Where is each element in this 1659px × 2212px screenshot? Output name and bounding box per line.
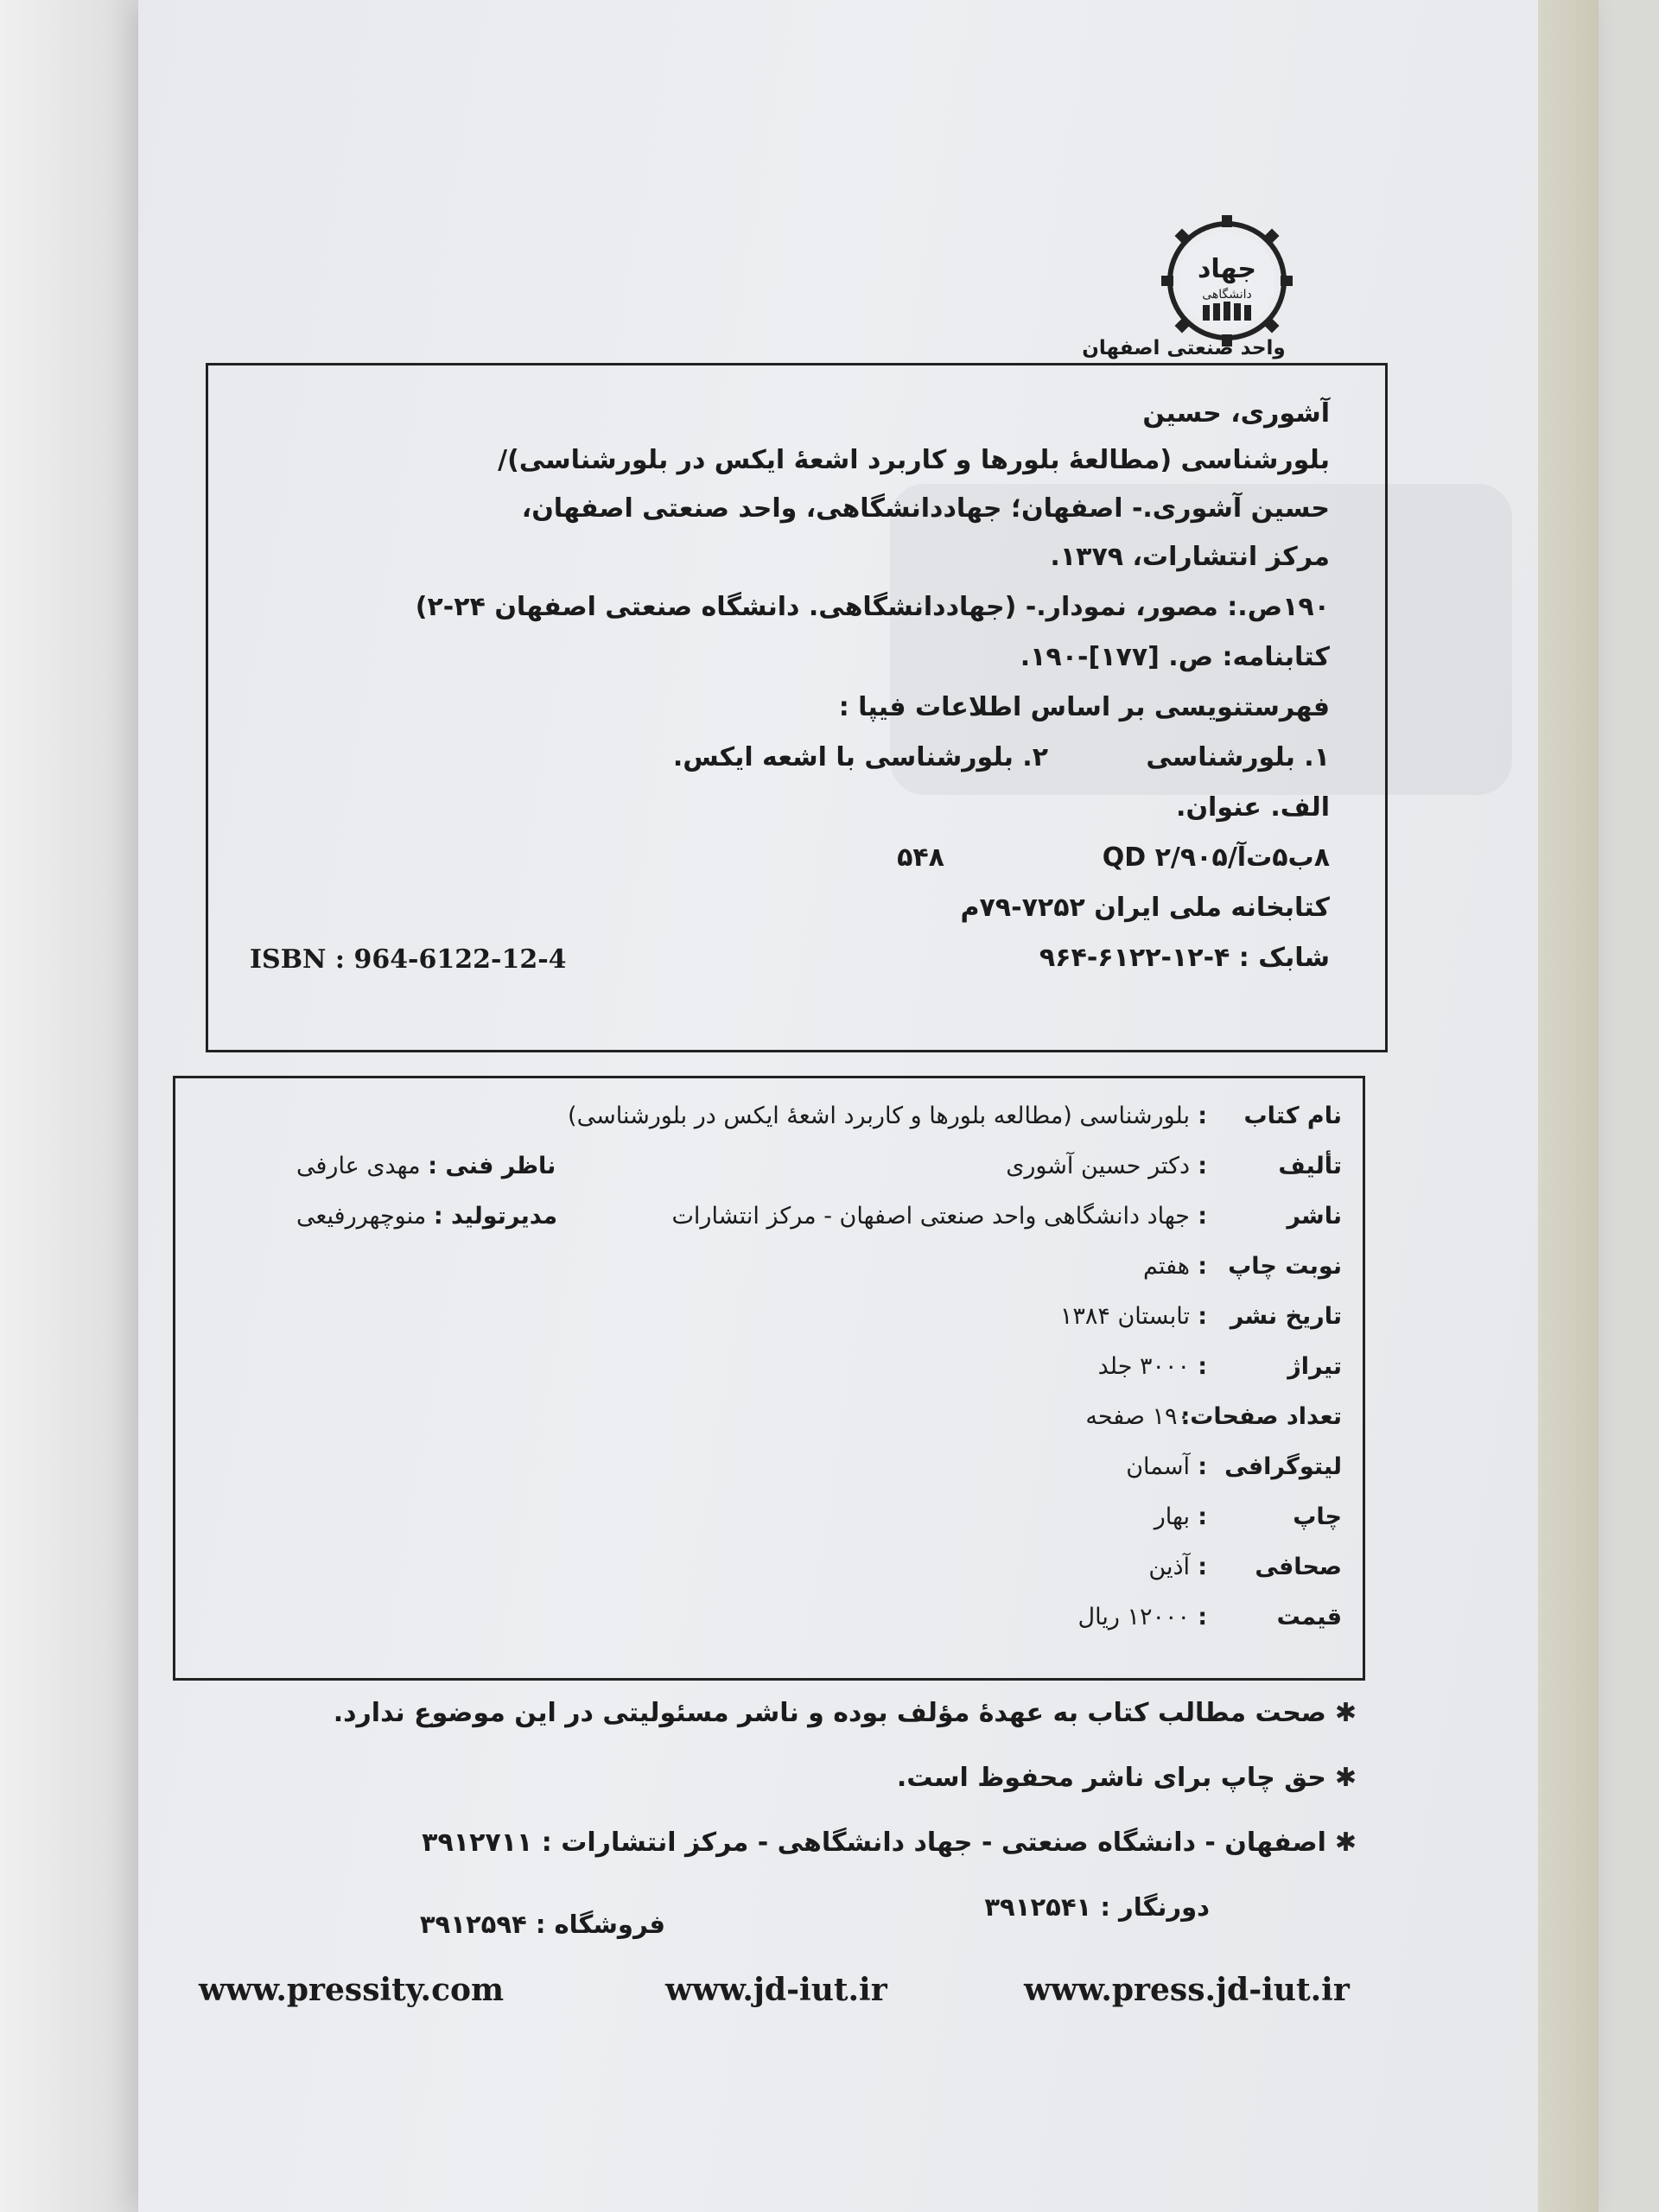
info-row: لیتوگرافی : آسمان <box>1126 1453 1342 1480</box>
info-label: تعداد صفحات: <box>1180 1403 1342 1430</box>
book-cover-edge <box>1538 0 1599 2212</box>
catalog-dewey: ۵۴۸ <box>897 842 944 873</box>
info-row <box>175 1403 1363 1441</box>
info-row: نوبت چاپ : هفتم <box>1142 1253 1342 1280</box>
info-label: قیمت <box>1276 1604 1342 1630</box>
asterisk-icon: ✱ <box>1334 1698 1357 1728</box>
info-value: ۱۲۰۰۰ ریال <box>1077 1604 1190 1630</box>
logo-subtext: دانشگاهی <box>1202 288 1252 302</box>
catalog-line: مرکز انتشارات، ۱۳۷۹. <box>1050 542 1330 572</box>
info-value: ۱۹۰ صفحه <box>1085 1403 1190 1430</box>
production-manager-value: منوچهررفیعی <box>296 1203 427 1230</box>
info-label: تاریخ نشر <box>1230 1303 1342 1330</box>
catalog-classification: ۸ب۵ت‌آ/۲/۹۰۵ QD <box>1102 842 1330 873</box>
info-label: صحافی <box>1255 1554 1342 1580</box>
info-row: قیمت : ۱۲۰۰۰ ریال <box>1077 1604 1342 1630</box>
book-info-box <box>173 1076 1365 1681</box>
note-text: حق چاپ برای ناشر محفوظ است. <box>896 1763 1326 1793</box>
info-label: نام کتاب <box>1243 1103 1342 1129</box>
technical-supervisor-value: مهدی عارفی <box>296 1153 421 1179</box>
production-manager <box>296 1203 557 1230</box>
jahad-logo-icon <box>1158 212 1296 350</box>
catalog-shabak: شابک : ۴-۱۲-۶۱۲۲-۹۶۴ <box>1039 943 1330 973</box>
info-value: آذین <box>1148 1554 1190 1580</box>
info-row: چاپ : بهار <box>1154 1503 1342 1530</box>
catalog-line: بلورشناسی (مطالعهٔ بلورها و کاربرد اشعهٔ ایکس در بلورشناسی)/ <box>498 445 1330 475</box>
info-value: ۳۰۰۰ جلد <box>1097 1353 1190 1380</box>
catalog-isbn: ISBN : 964-6122-12-4 <box>250 944 567 975</box>
asterisk-icon: ✱ <box>1334 1827 1357 1858</box>
note-text: اصفهان - دانشگاه صنعتی - جهاد دانشگاهی - مرکز انتشارات : ۳۹۱۲۷۱۱ <box>422 1827 1326 1858</box>
info-row: ناشر : جهاد دانشگاهی واحد صنعتی اصفهان - مرکز انتشارات <box>671 1203 1342 1230</box>
info-value: بهار <box>1154 1503 1190 1530</box>
store-number: فروشگاه : ۳۹۱۲۵۹۴ <box>419 1910 665 1939</box>
note-text: صحت مطالب کتاب به عهدهٔ مؤلف بوده و ناشر مسئولیتی در این موضوع ندارد. <box>333 1698 1326 1728</box>
catalog-subject: ۱. بلورشناسی <box>1146 742 1330 772</box>
info-label: ناشر <box>1287 1203 1342 1230</box>
technical-supervisor-label: ناظر فنی : <box>428 1153 556 1179</box>
info-row: تاریخ نشر : تابستان ۱۳۸۴ <box>1059 1303 1342 1330</box>
note-line <box>422 1827 1357 1858</box>
logo-caption: واحد صنعتی اصفهان <box>1082 337 1286 359</box>
info-value: هفتم <box>1142 1253 1190 1280</box>
info-value: دکتر حسین آشوری <box>1006 1153 1190 1179</box>
info-row: تیراژ : ۳۰۰۰ جلد <box>1097 1353 1342 1380</box>
fax-number: دورنگار : ۳۹۱۲۵۴۱ <box>984 1892 1210 1922</box>
website-link[interactable]: www.pressity.com <box>199 1972 505 2008</box>
info-label: نوبت چاپ <box>1228 1253 1342 1280</box>
info-value: آسمان <box>1126 1453 1190 1480</box>
logo-text: جهاد <box>1197 254 1257 284</box>
catalog-title-entry: الف. عنوان. <box>1176 792 1330 823</box>
catalog-national-library: کتابخانه ملی ایران ۷۲۵۲-۷۹م <box>960 893 1330 923</box>
cataloging-box <box>206 363 1388 1052</box>
info-label: تیراژ <box>1287 1353 1342 1380</box>
catalog-line: کتابنامه: ص. [۱۷۷]-۱۹۰. <box>1020 642 1330 672</box>
catalog-line: فهرستنویسی بر اساس اطلاعات فیپا : <box>838 692 1330 722</box>
note-line <box>897 1763 1357 1793</box>
note-line <box>334 1698 1357 1728</box>
catalog-line: آشوری، حسین <box>1142 398 1330 429</box>
info-row: تألیف : دکتر حسین آشوری <box>1006 1153 1342 1179</box>
info-row: صحافی : آذین <box>1148 1554 1342 1580</box>
website-link[interactable]: www.jd-iut.ir <box>665 1972 887 2008</box>
info-value: تابستان ۱۳۸۴ <box>1059 1303 1190 1330</box>
info-label: تألیف <box>1278 1153 1342 1179</box>
website-link[interactable]: www.press.jd-iut.ir <box>1024 1972 1350 2008</box>
technical-supervisor <box>296 1153 556 1179</box>
production-manager-label: مدیرتولید : <box>433 1203 558 1230</box>
info-value: جهاد دانشگاهی واحد صنعتی اصفهان - مرکز انتشارات <box>671 1203 1190 1230</box>
previous-page-edge <box>0 0 138 2212</box>
catalog-line: حسین آشوری.- اصفهان؛ جهاددانشگاهی، واحد صنعتی اصفهان، <box>521 493 1330 524</box>
catalog-subject: ۲. بلورشناسی با اشعه ایکس. <box>672 742 1048 772</box>
asterisk-icon: ✱ <box>1334 1763 1357 1793</box>
info-value: بلورشناسی (مطالعه بلورها و کاربرد اشعهٔ ایکس در بلورشناسی) <box>568 1103 1190 1129</box>
info-label: لیتوگرافی <box>1224 1453 1342 1480</box>
info-row: نام کتاب : بلورشناسی (مطالعه بلورها و کاربرد اشعهٔ ایکس در بلورشناسی) <box>568 1103 1342 1129</box>
info-label: چاپ <box>1293 1503 1342 1530</box>
catalog-line: ۱۹۰ص.: مصور، نمودار.- (جهاددانشگاهی. دانشگاه صنعتی اصفهان ۲۴-۲) <box>415 592 1330 622</box>
